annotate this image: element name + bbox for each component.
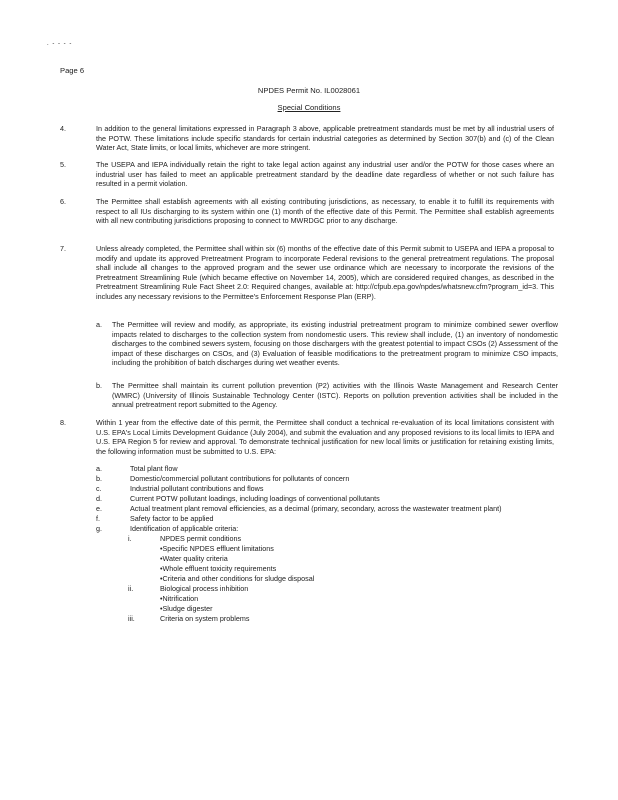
list-item-text: Total plant flow [130,464,178,473]
subparagraph-text: The Permittee will review and modify, as appropriate, its existing industrial pretreatment program to minimize combined sewer overflow impacts related to discharges to the collection system from nondomestic users. This review shall include, (1) an inventory of nondomestic discharges to the combined sewers system, focusing on those dischargers with the greatest potential to impact CSOs (2) Assessment of the impact of these discharges on CSOs, and (3) Evaluation of feasible modifications to the pretreatment program to minimize CSO impacts, including the prohibition of batch discharges during wet weather events. [112,320,558,368]
list-item-label: d. [96,494,102,503]
list-item-text: Identification of applicable criteria: [130,524,239,533]
list-item [96,464,556,474]
paragraph-number: 5. [60,160,66,169]
subparagraph-a [96,320,560,370]
list-item [96,504,556,514]
list-item-label: a. [96,464,102,473]
paragraph-text: In addition to the general limitations expressed in Paragraph 3 above, applicable pretreatment standards must be met by all industrial users of the POTW. These limitations include specific standards for certain industrial categories as determined by Section 307(b) and (c) of the Clean Water Act, State limits, or local limits, whichever are more stringent. [96,124,554,153]
bullet-item: •Water quality criteria [160,554,228,563]
list-item-text: Safety factor to be applied [130,514,214,523]
criteria-text: NPDES permit conditions [160,534,242,543]
bullet-item: •Nitrification [160,594,199,603]
list-item [96,474,556,484]
permit-title: NPDES Permit No. IL0028061 [257,86,361,95]
bullet-item: •Criteria and other conditions for sludge disposal [160,574,315,583]
page-number: Page 6 [60,66,85,75]
subparagraph-text: The Permittee shall maintain its current pollution prevention (P2) activities with the Illinois Waste Management and Research Center (WMRC) (University of Illinois Sustainable Technology Center (ISTC). Reports on pollution prevention activities shall be included in the annual pretreatment report submitted to the Agency. [112,381,558,410]
list-item-label: c. [96,484,102,493]
paragraph-6 [60,197,560,237]
criteria-text: Criteria on system problems [160,614,250,623]
subparagraph-label: a. [96,320,102,329]
section-title: Special Conditions [277,103,341,112]
list-item-text: Industrial pollutant contributions and flows [130,484,264,493]
paragraph-number: 6. [60,197,66,206]
list-item [96,514,556,524]
list-item [96,494,556,504]
paragraph-8 [60,418,560,458]
paragraph-5 [60,160,560,190]
list-item-text: Current POTW pollutant loadings, including loadings of conventional pollutants [130,494,380,503]
list-item [96,524,556,534]
list-item-label: b. [96,474,102,483]
criteria-label: i. [128,534,132,543]
list-item [96,484,556,494]
criteria-label: ii. [128,584,134,593]
bullet-item: •Sludge digester [160,604,213,613]
list-item-label: e. [96,504,102,513]
bullet-item: •Whole effluent toxicity requirements [160,564,277,573]
bullet-item: •Specific NPDES effluent limitations [160,544,274,553]
paragraph-number: 7. [60,244,66,253]
list-item-text: Actual treatment plant removal efficiencies, as a decimal (primary, secondary, across the wastewater treatment plant) [130,504,502,513]
list-item-label: g. [96,524,102,533]
criteria-label: iii. [128,614,135,623]
subparagraph-label: b. [96,381,102,390]
criteria-text: Biological process inhibition [160,584,249,593]
corner-mark: . - - - - [47,41,73,47]
paragraph-number: 4. [60,124,66,133]
list-item-label: f. [96,514,100,523]
paragraph-text: The USEPA and IEPA individually retain the right to take legal action against any industrial user and/or the POTW for those cases where an industrial user has failed to meet an applicable pretreatment standard by the deadline date regardless of whether or not such failure has resulted in a permit violation. [96,160,554,189]
paragraph-number: 8. [60,418,66,427]
paragraph-text: The Permittee shall establish agreements with all existing contributing jurisdictions, as necessary, to enable it to fulfill its requirements with respect to all IUs discharging to its system within one (1) month of the effective date of this Permit. The Permittee shall establish agreements with all new contributing jurisdictions proposing to connect to MWRDGC prior to any discharge. [96,197,554,226]
paragraph-text: Unless already completed, the Permittee shall within six (6) months of the effective date of this Permit submit to USEPA and IEPA a proposal to modify and update its approved Pretreatment Program to incorporate Federal revisions to the general pretreatment regulations. The proposal shall include all changes to the approved program and the sewer use ordinance which are necessary to incorporate the revisions of the Pretreatment Streamlining Rule (which became effective on November 14, 2005), which are considered required changes, as described in the Pretreatment Streamlining Rule Fact Sheet 2.0: Required changes, available at: http://cfpub.epa.gov/npdes/whatsnew.cfm?program_id=3. This includes any necessary revisions to the Permittee's Enforcement Response Plan (ERP). [96,244,554,301]
paragraph-7 [60,244,560,314]
subparagraph-b [96,381,560,411]
paragraph-text: Within 1 year from the effective date of this permit, the Permittee shall conduct a technical re-evaluation of its local limitations consistent with U.S. EPA's Local Limits Development Guidance (July 2004), and submit the evaluation and any proposed revisions to its local limits to IEPA and U.S. EPA Region 5 for review and approval. To demonstrate technical justification for new local limits or justification for retaining existing limits, the following information must be submitted to U.S. EPA: [96,418,554,456]
paragraph-4 [60,124,560,154]
list-item-text: Domestic/commercial pollutant contributions for pollutants of concern [130,474,350,483]
